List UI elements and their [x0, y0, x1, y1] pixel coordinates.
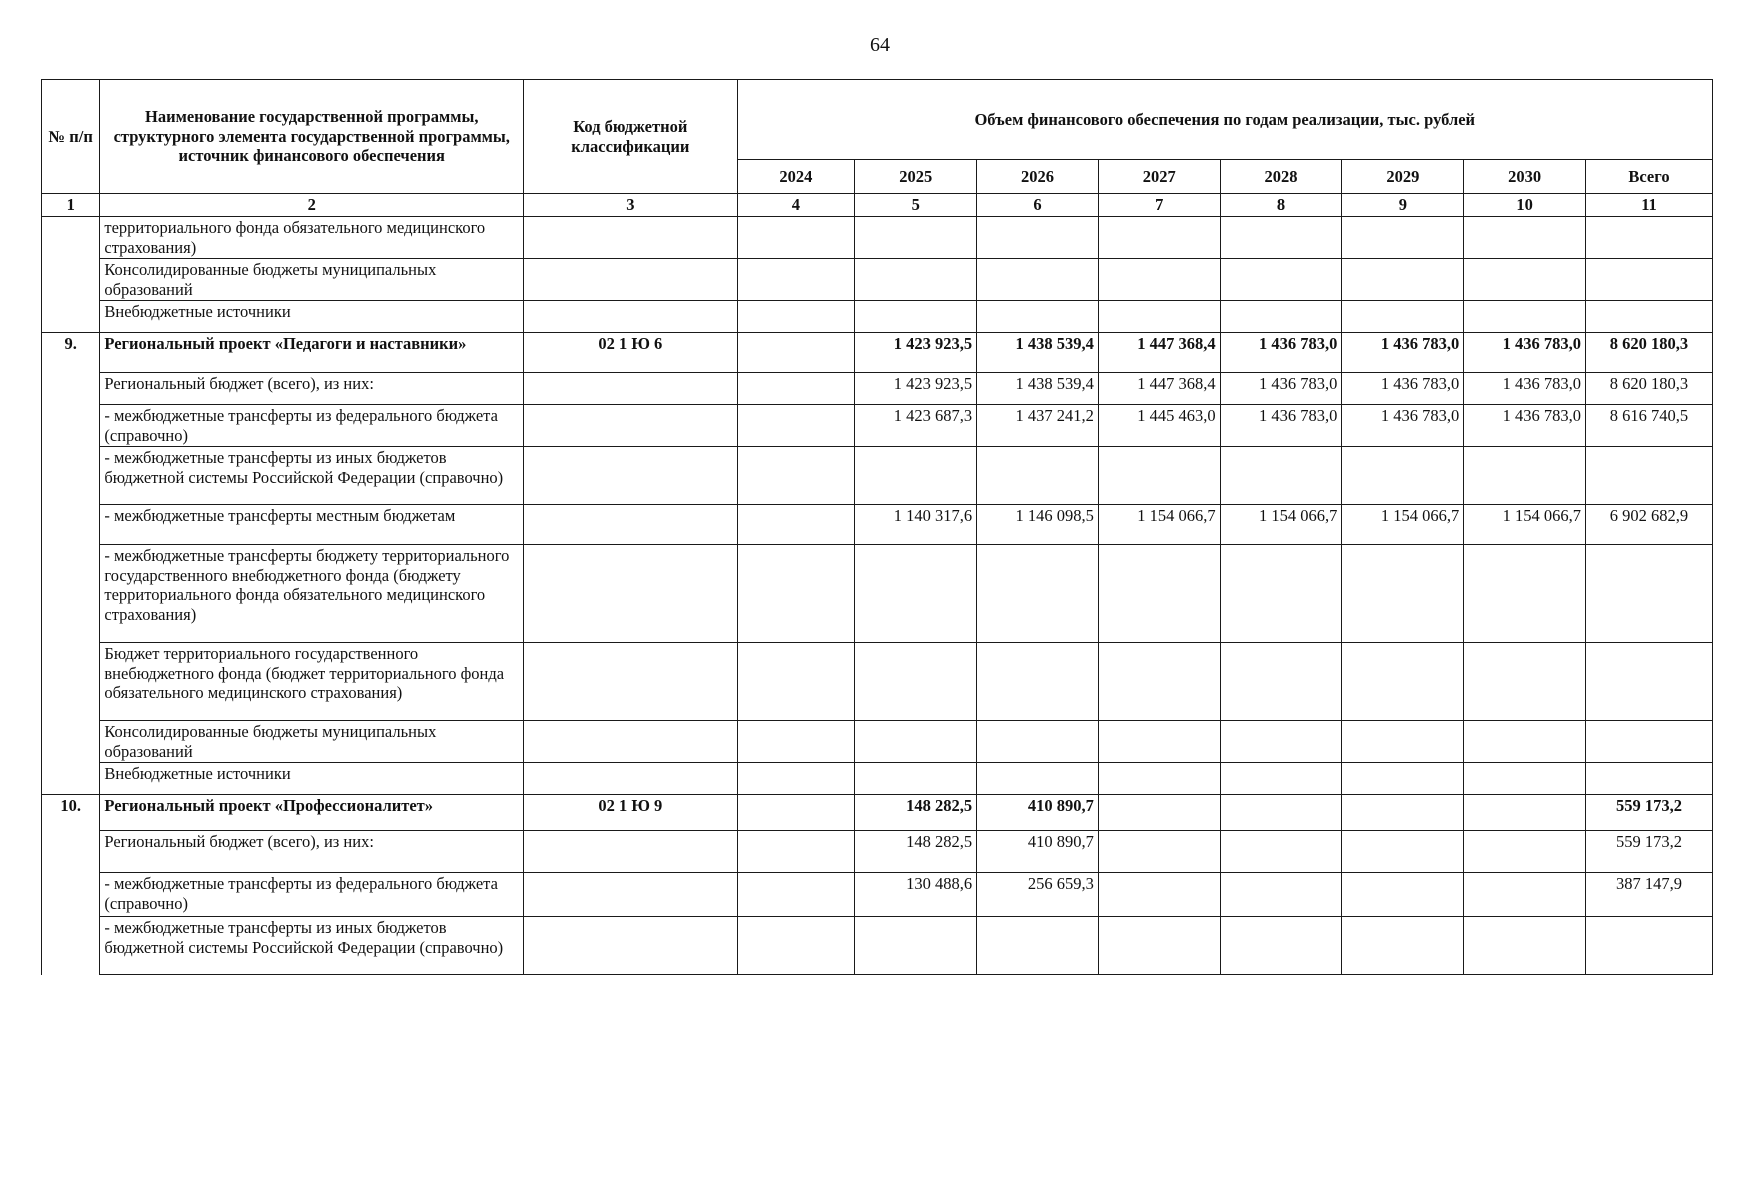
table-row — [42, 545, 1713, 643]
row-value — [977, 301, 1099, 333]
row-value — [1464, 259, 1586, 301]
row-total — [1585, 217, 1712, 259]
row-value — [977, 217, 1099, 259]
row-total: 387 147,9 — [1585, 873, 1712, 917]
row-code — [524, 405, 737, 447]
row-name: - межбюджетные трансферты из федерального бюджета (справочно) — [100, 405, 524, 447]
row-value: 1 436 783,0 — [1342, 333, 1464, 373]
row-total — [1585, 643, 1712, 721]
row-name: Региональный бюджет (всего), из них: — [100, 373, 524, 405]
row-value — [1342, 831, 1464, 873]
row-value — [737, 301, 855, 333]
column-number: 6 — [977, 194, 1099, 217]
row-value — [1098, 763, 1220, 795]
column-number-row — [42, 194, 1713, 217]
row-value — [1342, 643, 1464, 721]
row-value — [1342, 917, 1464, 975]
row-value: 1 436 783,0 — [1220, 405, 1342, 447]
row-name: Региональный проект «Педагоги и наставники» — [100, 333, 524, 373]
header-year: 2026 — [977, 160, 1099, 194]
row-number — [42, 373, 100, 405]
row-value — [1342, 545, 1464, 643]
row-total — [1585, 301, 1712, 333]
row-number — [42, 505, 100, 545]
row-value: 1 438 539,4 — [977, 333, 1099, 373]
row-value — [1220, 259, 1342, 301]
row-total: 6 902 682,9 — [1585, 505, 1712, 545]
row-value — [1464, 873, 1586, 917]
row-code — [524, 831, 737, 873]
row-value — [1342, 259, 1464, 301]
row-code — [524, 873, 737, 917]
header-year: 2028 — [1220, 160, 1342, 194]
row-value: 1 154 066,7 — [1464, 505, 1586, 545]
row-name: Региональный проект «Профессионалитет» — [100, 795, 524, 831]
table-row — [42, 643, 1713, 721]
row-name: - межбюджетные трансферты бюджету территориального государственного внебюджетного фонда (бюджету территориального фонда обязательного медицинского страхования) — [100, 545, 524, 643]
row-value — [1098, 873, 1220, 917]
row-number — [42, 447, 100, 505]
table-row — [42, 333, 1713, 373]
row-value — [1464, 643, 1586, 721]
table-row — [42, 259, 1713, 301]
row-name: Консолидированные бюджеты муниципальных образований — [100, 259, 524, 301]
row-name: - межбюджетные трансферты из федерального бюджета (справочно) — [100, 873, 524, 917]
row-name: - межбюджетные трансферты из иных бюджетов бюджетной системы Российской Федерации (справочно) — [100, 917, 524, 975]
row-value: 256 659,3 — [977, 873, 1099, 917]
header-total: Всего — [1585, 160, 1712, 194]
column-number: 3 — [524, 194, 737, 217]
row-code — [524, 301, 737, 333]
row-value: 1 154 066,7 — [1098, 505, 1220, 545]
row-code: 02 1 Ю 9 — [524, 795, 737, 831]
row-code — [524, 545, 737, 643]
row-total — [1585, 545, 1712, 643]
row-value — [1464, 217, 1586, 259]
row-value — [855, 301, 977, 333]
row-total — [1585, 917, 1712, 975]
row-value: 410 890,7 — [977, 831, 1099, 873]
row-code — [524, 643, 737, 721]
row-value: 1 436 783,0 — [1342, 405, 1464, 447]
row-value — [977, 259, 1099, 301]
row-value: 1 437 241,2 — [977, 405, 1099, 447]
row-total: 559 173,2 — [1585, 795, 1712, 831]
row-value — [855, 545, 977, 643]
row-name: Консолидированные бюджеты муниципальных образований — [100, 721, 524, 763]
row-value — [737, 763, 855, 795]
row-value: 1 140 317,6 — [855, 505, 977, 545]
row-value — [1464, 301, 1586, 333]
header-year: 2027 — [1098, 160, 1220, 194]
row-value — [737, 545, 855, 643]
row-code — [524, 917, 737, 975]
row-code — [524, 721, 737, 763]
row-value — [737, 643, 855, 721]
table-row — [42, 831, 1713, 873]
row-value: 1 436 783,0 — [1342, 373, 1464, 405]
row-value — [737, 873, 855, 917]
row-value — [1098, 447, 1220, 505]
row-value: 1 436 783,0 — [1464, 333, 1586, 373]
row-value: 1 447 368,4 — [1098, 333, 1220, 373]
row-value — [1220, 831, 1342, 873]
table-row — [42, 795, 1713, 831]
table-row — [42, 873, 1713, 917]
row-value: 130 488,6 — [855, 873, 977, 917]
row-number — [42, 643, 100, 721]
row-number — [42, 873, 100, 917]
row-value — [1464, 545, 1586, 643]
row-value — [1098, 795, 1220, 831]
column-number: 1 — [42, 194, 100, 217]
column-number: 2 — [100, 194, 524, 217]
row-value — [1098, 917, 1220, 975]
row-code — [524, 259, 737, 301]
table-row — [42, 505, 1713, 545]
row-value: 1 436 783,0 — [1464, 405, 1586, 447]
row-name: Бюджет территориального государственного внебюджетного фонда (бюджет территориального фонда обязательного медицинского страхования) — [100, 643, 524, 721]
row-value: 1 154 066,7 — [1220, 505, 1342, 545]
table-row — [42, 301, 1713, 333]
row-value — [1464, 917, 1586, 975]
row-value: 148 282,5 — [855, 831, 977, 873]
row-number — [42, 259, 100, 301]
row-value — [737, 447, 855, 505]
row-value — [1342, 721, 1464, 763]
row-value — [1220, 721, 1342, 763]
row-value — [855, 721, 977, 763]
row-value — [1098, 217, 1220, 259]
row-number — [42, 917, 100, 975]
header-name: Наименование государственной программы, структурного элемента государственной программы, источник финансового обеспечения — [100, 80, 524, 194]
row-value — [1342, 795, 1464, 831]
row-value: 1 436 783,0 — [1464, 373, 1586, 405]
row-value — [737, 217, 855, 259]
row-code — [524, 763, 737, 795]
row-value — [1342, 217, 1464, 259]
row-value — [1098, 545, 1220, 643]
row-number — [42, 217, 100, 259]
row-total: 8 620 180,3 — [1585, 333, 1712, 373]
row-number — [42, 405, 100, 447]
budget-table — [41, 79, 1713, 975]
row-value — [855, 643, 977, 721]
row-value — [1220, 301, 1342, 333]
row-value — [737, 721, 855, 763]
row-value — [1464, 795, 1586, 831]
header-code: Код бюджетной классификации — [524, 80, 737, 194]
row-total — [1585, 763, 1712, 795]
row-value: 410 890,7 — [977, 795, 1099, 831]
column-number: 7 — [1098, 194, 1220, 217]
column-number: 10 — [1464, 194, 1586, 217]
row-total — [1585, 721, 1712, 763]
row-value — [1464, 831, 1586, 873]
row-value — [977, 643, 1099, 721]
row-value: 1 445 463,0 — [1098, 405, 1220, 447]
row-name: территориального фонда обязательного медицинского страхования) — [100, 217, 524, 259]
row-name: - межбюджетные трансферты местным бюджетам — [100, 505, 524, 545]
column-number: 5 — [855, 194, 977, 217]
row-value — [1220, 643, 1342, 721]
row-value — [855, 917, 977, 975]
header-year: 2029 — [1342, 160, 1464, 194]
row-value: 1 154 066,7 — [1342, 505, 1464, 545]
row-value — [1464, 721, 1586, 763]
column-number: 9 — [1342, 194, 1464, 217]
row-code — [524, 447, 737, 505]
row-value: 148 282,5 — [855, 795, 977, 831]
row-code — [524, 373, 737, 405]
row-value: 1 438 539,4 — [977, 373, 1099, 405]
row-value — [855, 763, 977, 795]
row-value: 1 146 098,5 — [977, 505, 1099, 545]
header-year: 2025 — [855, 160, 977, 194]
row-value — [737, 795, 855, 831]
row-value — [1220, 917, 1342, 975]
row-value — [1098, 643, 1220, 721]
column-number: 11 — [1585, 194, 1712, 217]
row-value — [1098, 831, 1220, 873]
row-value: 1 436 783,0 — [1220, 373, 1342, 405]
row-value — [977, 763, 1099, 795]
row-value — [1098, 259, 1220, 301]
row-value — [737, 373, 855, 405]
row-value — [855, 217, 977, 259]
row-value — [1464, 447, 1586, 505]
row-number — [42, 545, 100, 643]
row-value — [737, 405, 855, 447]
row-value: 1 423 687,3 — [855, 405, 977, 447]
row-number: 9. — [42, 333, 100, 373]
row-value — [977, 721, 1099, 763]
row-value — [1220, 545, 1342, 643]
row-value — [737, 505, 855, 545]
page-number: 64 — [870, 34, 890, 56]
row-number — [42, 721, 100, 763]
row-value — [737, 831, 855, 873]
row-total: 559 173,2 — [1585, 831, 1712, 873]
row-name: Региональный бюджет (всего), из них: — [100, 831, 524, 873]
row-name: Внебюджетные источники — [100, 763, 524, 795]
row-value — [1342, 447, 1464, 505]
row-name: Внебюджетные источники — [100, 301, 524, 333]
row-value: 1 423 923,5 — [855, 373, 977, 405]
table-row — [42, 721, 1713, 763]
row-code: 02 1 Ю 6 — [524, 333, 737, 373]
row-name: - межбюджетные трансферты из иных бюджетов бюджетной системы Российской Федерации (справочно) — [100, 447, 524, 505]
column-number: 8 — [1220, 194, 1342, 217]
row-value — [1098, 721, 1220, 763]
row-total — [1585, 259, 1712, 301]
row-value — [1098, 301, 1220, 333]
row-value — [1342, 873, 1464, 917]
table-row — [42, 763, 1713, 795]
row-value — [1220, 873, 1342, 917]
row-code — [524, 217, 737, 259]
row-value — [977, 447, 1099, 505]
header-no: № п/п — [42, 80, 100, 194]
row-number — [42, 301, 100, 333]
row-code — [524, 505, 737, 545]
row-value — [977, 545, 1099, 643]
row-value — [1342, 763, 1464, 795]
column-number: 4 — [737, 194, 855, 217]
row-value: 1 436 783,0 — [1220, 333, 1342, 373]
row-value — [737, 917, 855, 975]
header-volume: Объем финансового обеспечения по годам реализации, тыс. рублей — [737, 80, 1712, 160]
header-year: 2024 — [737, 160, 855, 194]
table-body — [42, 217, 1713, 975]
row-value — [1220, 795, 1342, 831]
row-value — [1342, 301, 1464, 333]
row-value — [1220, 217, 1342, 259]
row-value: 1 423 923,5 — [855, 333, 977, 373]
row-number — [42, 763, 100, 795]
row-total: 8 616 740,5 — [1585, 405, 1712, 447]
row-value: 1 447 368,4 — [1098, 373, 1220, 405]
table-row — [42, 447, 1713, 505]
table-row — [42, 405, 1713, 447]
row-value — [737, 259, 855, 301]
row-total: 8 620 180,3 — [1585, 373, 1712, 405]
table-row — [42, 217, 1713, 259]
header-year: 2030 — [1464, 160, 1586, 194]
row-value — [1220, 763, 1342, 795]
table-row — [42, 373, 1713, 405]
table-row — [42, 917, 1713, 975]
row-value — [977, 917, 1099, 975]
row-value — [1220, 447, 1342, 505]
row-value — [1464, 763, 1586, 795]
row-total — [1585, 447, 1712, 505]
row-number: 10. — [42, 795, 100, 831]
row-value — [855, 447, 977, 505]
row-value — [737, 333, 855, 373]
row-number — [42, 831, 100, 873]
row-value — [855, 259, 977, 301]
